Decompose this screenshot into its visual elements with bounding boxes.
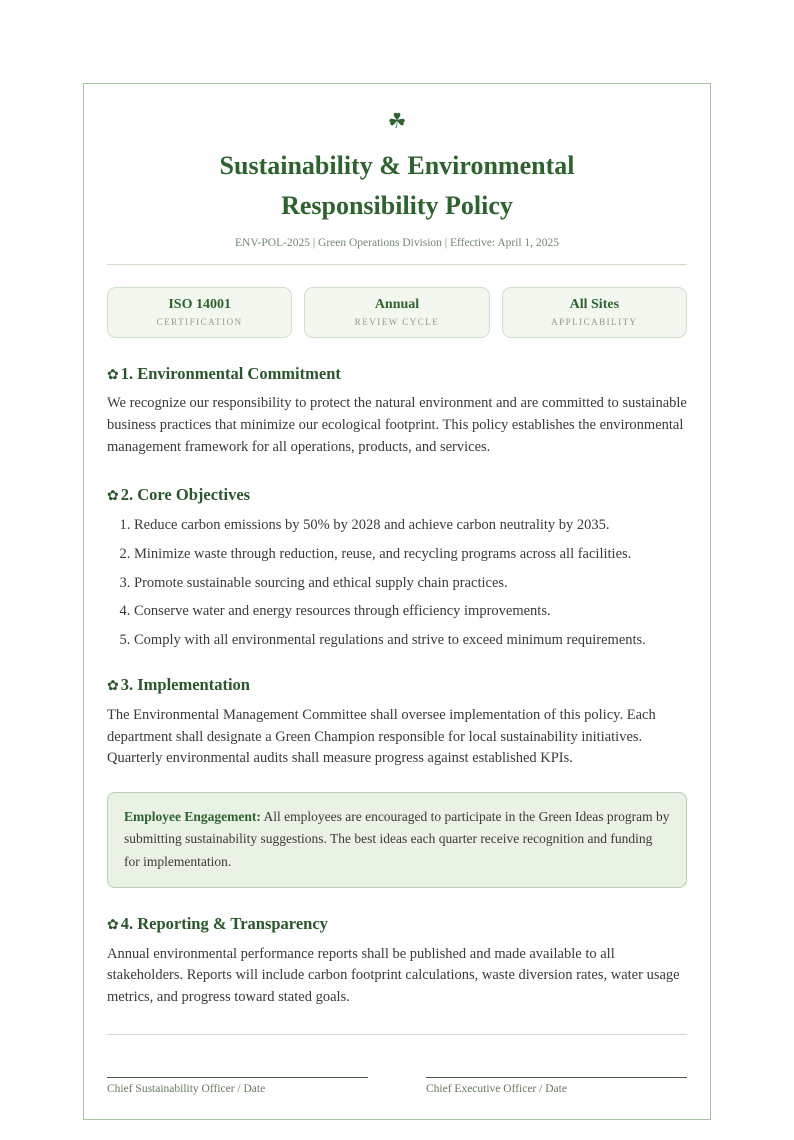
badge-label: APPLICABILITY <box>551 316 638 327</box>
florette-icon: ✿ <box>107 678 119 695</box>
badge-row <box>107 287 687 338</box>
list-item: 3. Promote sustainable sourcing and ethical supply chain practices. <box>134 574 687 592</box>
section-title: 1. Environmental Commitment <box>120 363 341 383</box>
objectives-list <box>107 516 687 649</box>
signature-label: Chief Sustainability Officer / Date <box>107 1082 266 1095</box>
badge-iso-certification <box>107 287 292 338</box>
list-item: 2. Minimize waste through reduction, reuse, and recycling programs across all facilities. <box>134 545 687 563</box>
section-title: 2. Core Objectives <box>120 484 251 504</box>
signature-row <box>107 1077 687 1095</box>
florette-icon: ✿ <box>107 366 119 383</box>
section-heading <box>107 485 687 505</box>
florette-icon: ✿ <box>107 916 119 933</box>
page-title: Sustainability & Environmental Responsibility Policy <box>219 151 575 221</box>
badge-value: Annual <box>374 296 420 312</box>
footer-divider <box>107 1034 687 1035</box>
section-heading <box>107 914 687 934</box>
badge-value: ISO 14001 <box>168 296 231 312</box>
section-implementation <box>107 675 687 770</box>
section-title: 3. Implementation <box>120 675 250 695</box>
florette-icon: ✿ <box>107 487 119 504</box>
badge-review-cycle <box>304 287 489 338</box>
signature-block-ceo <box>426 1077 687 1095</box>
badge-label: REVIEW CYCLE <box>354 316 440 327</box>
badge-applicability <box>502 287 687 338</box>
section-title: 4. Reporting & Transparency <box>120 913 328 933</box>
list-item: 1. Reduce carbon emissions by 50% by 2028 and achieve carbon neutrality by 2035. <box>134 516 687 534</box>
document-meta: ENV-POL-2025 | Green Operations Division | Effective: April 1, 2025 <box>235 236 559 249</box>
section-reporting-transparency <box>107 914 687 1009</box>
list-item: 4. Conserve water and energy resources through efficiency improvements. <box>134 602 687 620</box>
callout-text: All employees are encouraged to participate in the Green Ideas program by submitting sustainability suggestions. The best ideas each quarter receive recognition and funding for implementation. <box>124 809 670 869</box>
shamrock-icon: ☘ <box>387 109 407 133</box>
signature-label: Chief Executive Officer / Date <box>426 1082 567 1095</box>
list-item: 5. Comply with all environmental regulations and strive to exceed minimum requirements. <box>134 631 687 649</box>
section-paragraph: The Environmental Management Committee shall oversee implementation of this policy. Each department shall designate a Green Champion responsible for local sustainability initiatives. Quarterly environmental audits shall measure progress against established KPIs. <box>107 706 656 767</box>
signature-block-cso <box>107 1077 368 1095</box>
section-paragraph: We recognize our responsibility to protect the natural environment and are committed to sustainable business practices that minimize our ecological footprint. This policy establishes the environmental management framework for all operations, products, and services. <box>107 395 687 455</box>
section-core-objectives <box>107 485 687 649</box>
badge-value: All Sites <box>569 296 620 312</box>
section-heading <box>107 675 687 695</box>
section-heading <box>107 364 687 384</box>
employee-engagement-callout <box>107 792 687 888</box>
header-divider <box>107 264 687 265</box>
policy-document <box>83 83 711 1120</box>
badge-label: CERTIFICATION <box>156 316 243 327</box>
section-environmental-commitment <box>107 364 687 459</box>
callout-lead: Employee Engagement: <box>124 809 261 825</box>
section-paragraph: Annual environmental performance reports shall be published and made available to all stakeholders. Reports will include carbon footprint calculations, waste diversion rates, water usage metrics, and progress toward stated goals. <box>107 945 680 1006</box>
